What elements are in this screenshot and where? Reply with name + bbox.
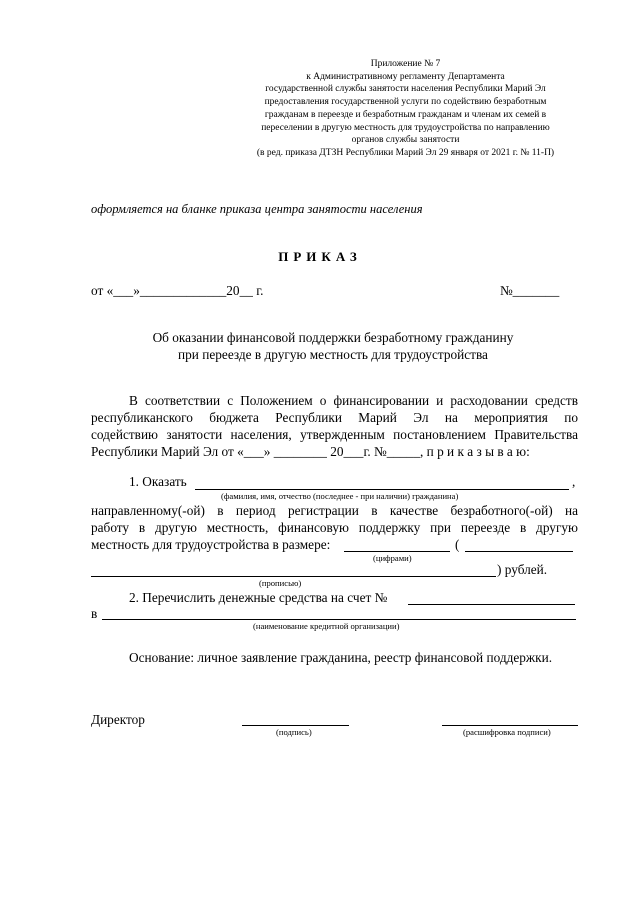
signature-line <box>242 725 349 726</box>
appendix-line: предоставления государственной услуги по содействию безработным <box>264 97 547 108</box>
form-note: оформляется на бланке приказа центра занятости населения <box>91 202 423 216</box>
document-title: ПРИКАЗ <box>278 249 362 264</box>
appendix-line: гражданам в переезде и безработным гражданам и членам их семей в <box>264 109 547 120</box>
item1-comma: , <box>572 474 576 489</box>
preamble-line: республиканского бюджета Республики Марий Эл на мероприятия по <box>91 410 578 425</box>
amount-digits-line <box>344 551 450 552</box>
director-label: Директор <box>91 712 145 727</box>
account-number-line <box>408 604 575 605</box>
order-date-line: от «___»_____________20__ г. <box>91 283 264 298</box>
appendix-line: к Административному регламенту Департамента <box>306 71 505 82</box>
fio-blank-line <box>195 489 569 490</box>
appendix-line: органов службы занятости <box>351 135 460 146</box>
subject-line: Об оказании финансовой поддержки безработному гражданину <box>152 330 514 345</box>
appendix-line: государственной службы занятости населения Республики Марий Эл <box>265 84 546 95</box>
appendix-line: переселении в другую местность для трудоустройства по направлению <box>261 122 550 133</box>
signature-hint: (подпись) <box>276 727 312 737</box>
bank-hint: (наименование кредитной организации) <box>253 621 400 631</box>
signature-decode-hint: (расшифровка подписи) <box>463 727 551 737</box>
item1-line: направленному(-ой) в период регистрации в качестве безработного(-ой) на <box>91 503 578 518</box>
preamble-line: Республики Марий Эл от «___» ________ 20___г. №_____, п р и к а з ы в а ю: <box>91 444 530 459</box>
item2-label: 2. Перечислить денежные средства на счет № <box>129 590 388 605</box>
words-hint: (прописью) <box>259 578 302 588</box>
item1-line: работу в другую местность, финансовую поддержку при переезде в другую <box>91 520 578 535</box>
bank-name-line <box>102 619 576 620</box>
amount-close: ) рублей. <box>497 562 548 577</box>
order-number: №_______ <box>500 283 560 298</box>
amount-text: местность для трудоустройства в размере: <box>91 537 331 552</box>
amount-paren-open: ( <box>455 537 460 552</box>
appendix-line: Приложение № 7 <box>370 59 441 69</box>
preamble-line: содействию занятости населения, утвержденным постановлением Правительства <box>91 427 578 442</box>
digits-hint: (цифрами) <box>373 553 412 563</box>
preamble-line: В соответствии с Положением о финансировании и расходовании средств <box>129 393 578 408</box>
fio-hint: (фамилия, имя, отчество (последнее - при наличии) гражданина) <box>221 491 459 501</box>
signature-decode-line <box>442 725 578 726</box>
amount-words-line-2 <box>91 576 496 577</box>
appendix-line: (в ред. приказа ДТЗН Республики Марий Эл 29 января от 2021 г. № 11-П) <box>256 147 555 158</box>
amount-words-line-1 <box>465 551 573 552</box>
item1-label: 1. Оказать <box>129 474 187 489</box>
appendix-block <box>228 58 583 160</box>
bank-prefix: в <box>91 606 98 621</box>
basis-text: Основание: личное заявление гражданина, реестр финансовой поддержки. <box>129 650 553 665</box>
subject-line: при переезде в другую местность для трудоустройства <box>178 347 488 362</box>
